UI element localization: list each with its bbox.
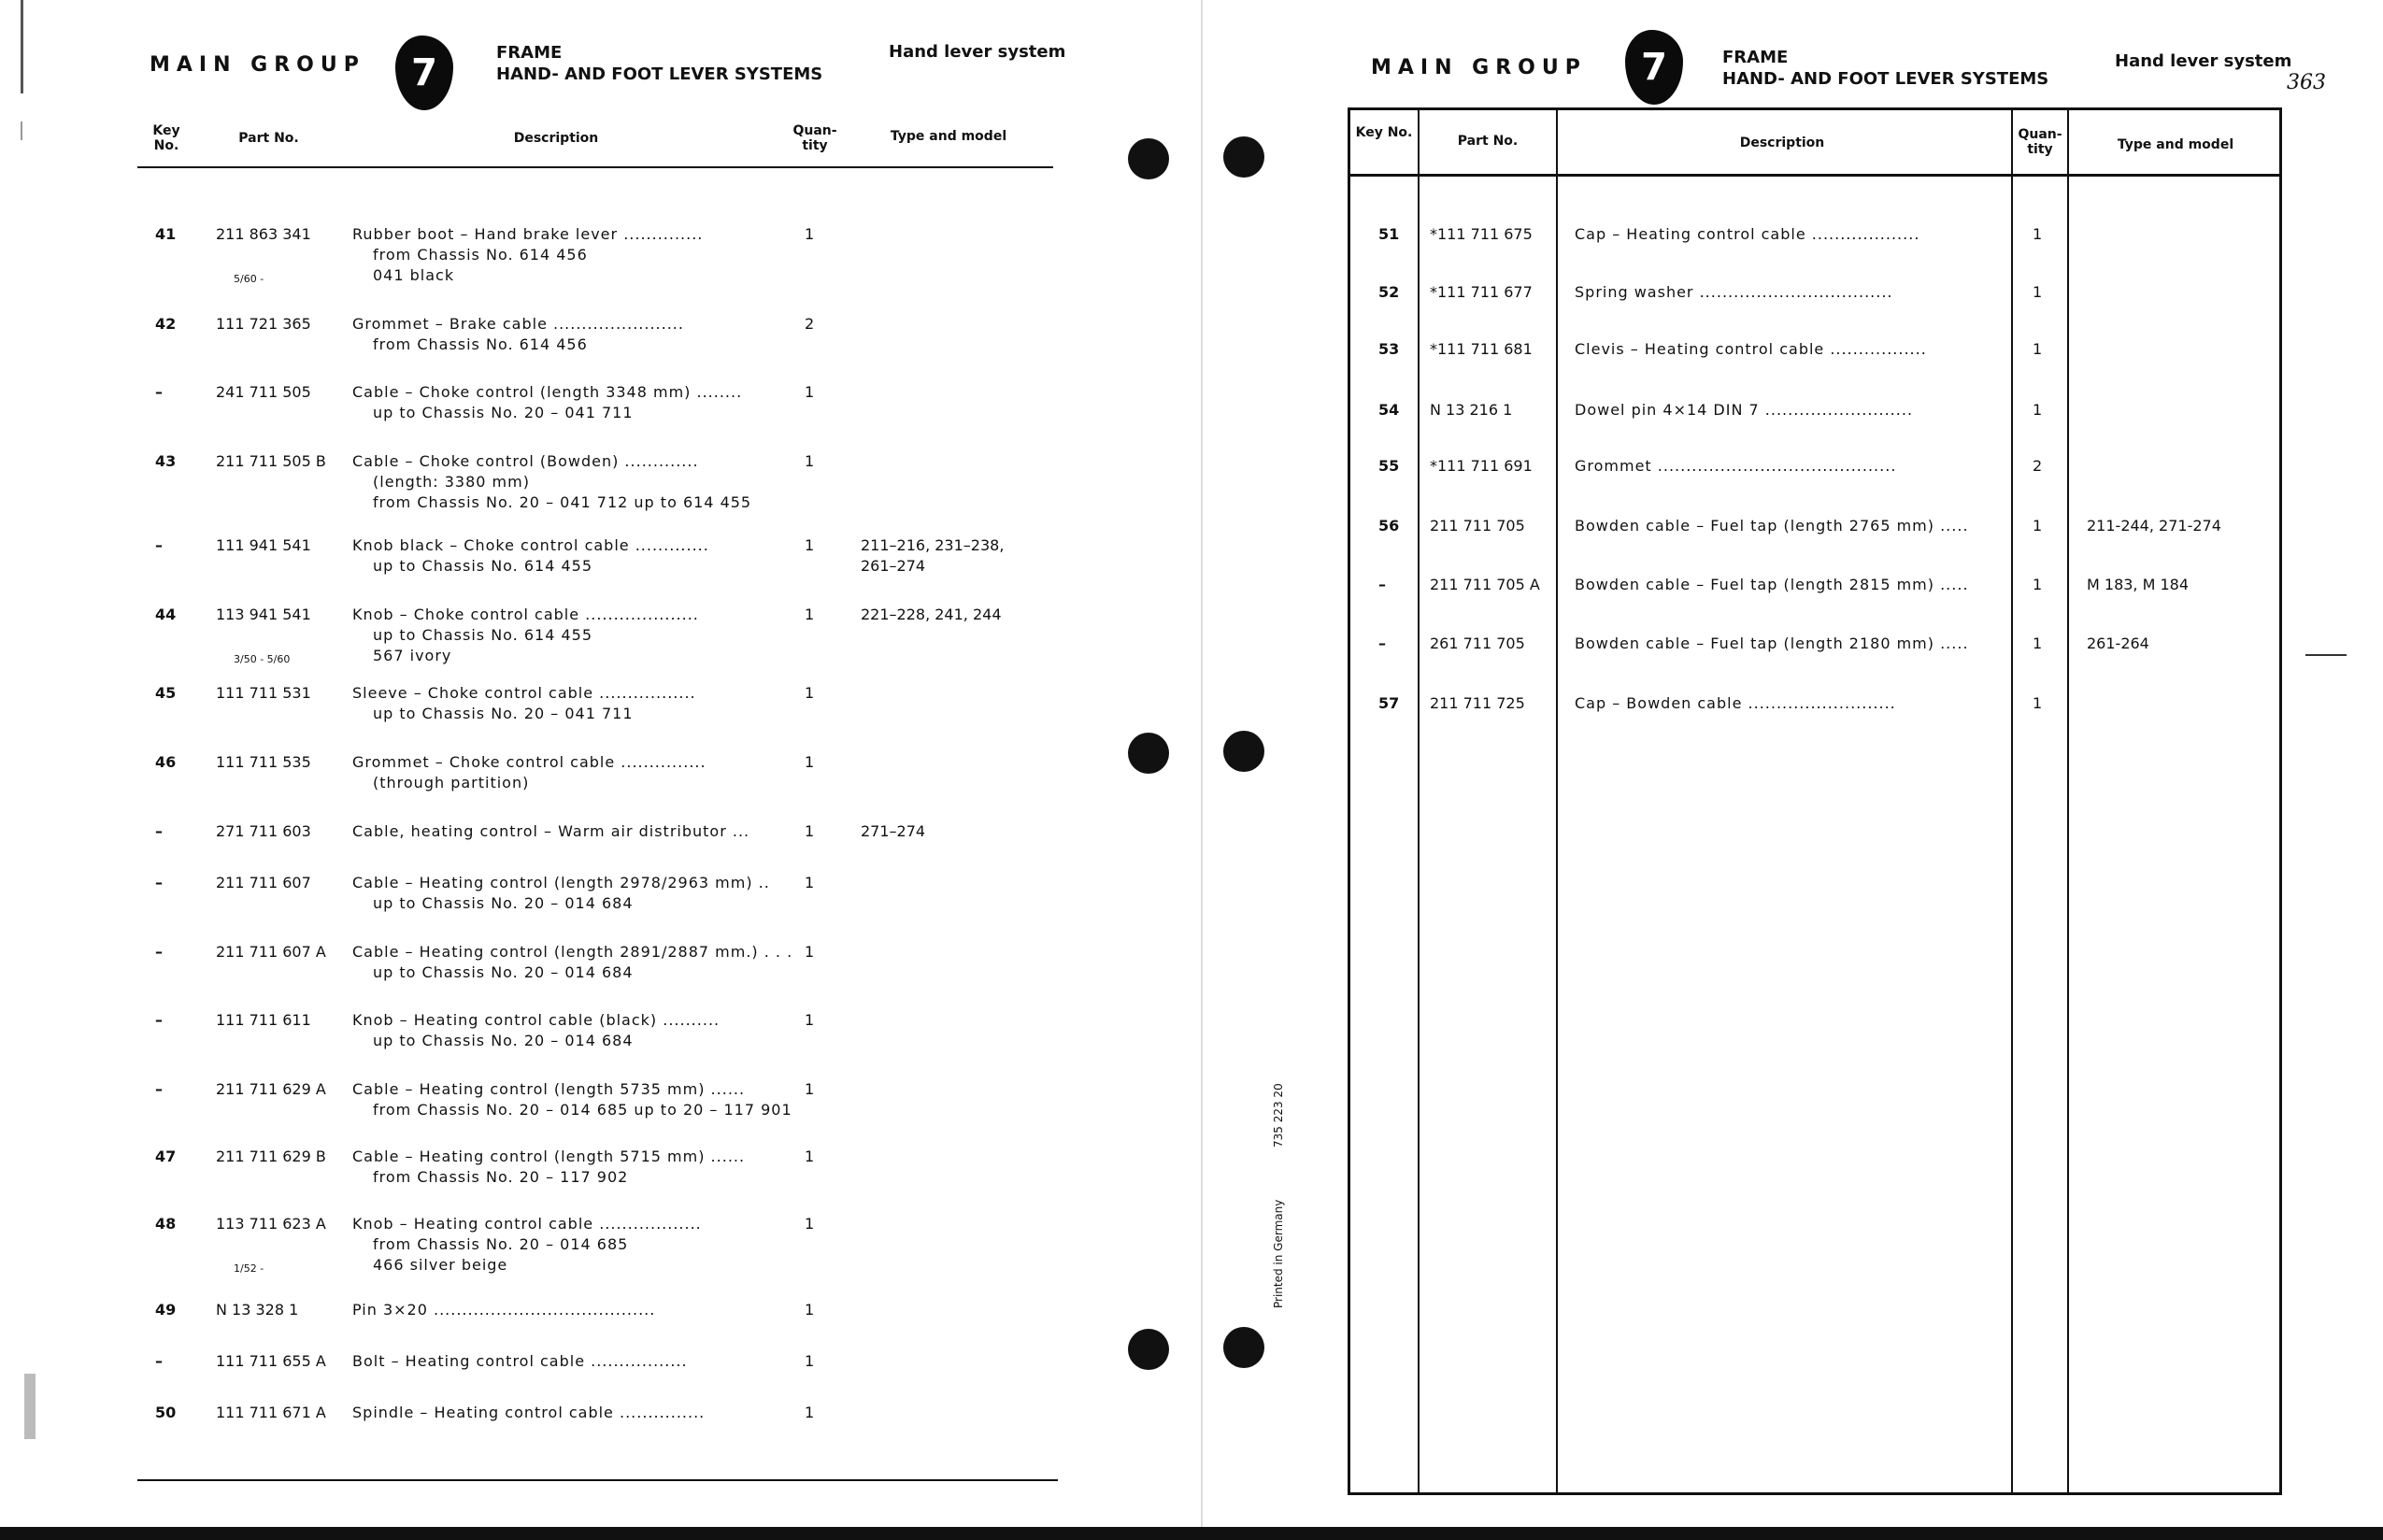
header-rule	[137, 166, 1053, 168]
quantity: 1	[805, 753, 815, 771]
binder-hole	[1128, 1329, 1169, 1370]
part-description-detail: up to Chassis No. 20 – 041 711	[373, 705, 634, 722]
quantity: 1	[2033, 635, 2043, 652]
quantity: 1	[805, 1011, 815, 1029]
type-model: 211–216, 231–238,	[861, 536, 1005, 554]
key-number: –	[155, 383, 163, 401]
column-divider	[1556, 107, 1558, 1495]
part-description-detail: up to Chassis No. 20 – 014 684	[373, 963, 634, 981]
scan-bottom-edge	[0, 1527, 2383, 1540]
part-number: *111 711 675	[1430, 225, 1533, 243]
part-description-detail: 041 black	[373, 266, 455, 284]
right-catalog-page	[1201, 0, 2383, 1540]
part-description-detail: from Chassis No. 20 – 041 712 up to 614 455	[373, 493, 752, 511]
col-part-header: Part No.	[238, 131, 299, 146]
quantity: 1	[805, 684, 815, 702]
quantity: 1	[805, 1301, 815, 1319]
part-description-detail: (length: 3380 mm)	[373, 473, 530, 491]
part-number: 271 711 603	[216, 822, 311, 840]
part-validity-note: 5/60 -	[234, 273, 264, 285]
part-number: 113 941 541	[216, 606, 311, 623]
key-number: –	[155, 1011, 163, 1029]
key-number: 52	[1378, 283, 1400, 301]
quantity: 1	[805, 1352, 815, 1370]
col-desc-header: Description	[513, 131, 599, 146]
binder-hole	[1223, 136, 1264, 178]
part-description: Clevis – Heating control cable .................	[1575, 340, 1927, 358]
part-number: *111 711 677	[1430, 283, 1533, 301]
quantity: 2	[2033, 457, 2043, 475]
part-description-detail: from Chassis No. 614 456	[373, 335, 588, 353]
column-divider	[1418, 107, 1420, 1495]
part-description: Cable, heating control – Warm air distributor ...	[352, 822, 750, 840]
part-description: Cable – Heating control (length 5735 mm) ......	[352, 1080, 746, 1098]
part-description: Cap – Bowden cable ..........................	[1575, 694, 1896, 712]
col-qty-header: Quan- tity	[2018, 127, 2062, 157]
type-model: 261–274	[861, 557, 926, 575]
part-description-detail: up to Chassis No. 614 455	[373, 557, 592, 575]
part-description: Knob – Heating control cable (black) ..........	[352, 1011, 721, 1029]
key-number: 42	[155, 315, 177, 333]
part-number: 211 711 725	[1430, 694, 1525, 712]
part-number: 111 711 671 A	[216, 1404, 326, 1421]
binder-hole	[1128, 138, 1169, 179]
key-number: –	[1378, 635, 1386, 652]
main-group-heading: MAIN GROUP	[150, 53, 365, 77]
part-description-detail: from Chassis No. 20 – 014 685 up to 20 – 117 901	[373, 1101, 792, 1119]
frame-subtitle-line: HAND- AND FOOT LEVER SYSTEMS	[496, 64, 823, 84]
column-divider	[2011, 107, 2013, 1495]
part-description-detail: from Chassis No. 20 – 117 902	[373, 1168, 629, 1186]
col-desc-header: Description	[1739, 135, 1825, 150]
key-number: 55	[1378, 457, 1400, 475]
part-description: Pin 3×20 .......................................	[352, 1301, 656, 1319]
binder-hole	[1223, 731, 1264, 772]
part-number: 111 711 531	[216, 684, 311, 702]
quantity: 1	[805, 606, 815, 623]
type-model: 221–228, 241, 244	[861, 606, 1002, 623]
quantity: 1	[2033, 694, 2043, 712]
scan-artifact	[21, 0, 23, 93]
part-validity-note: 3/50 - 5/60	[234, 653, 291, 665]
quantity: 1	[2033, 340, 2043, 358]
group-number-badge: 7	[395, 36, 453, 110]
key-number: 44	[155, 606, 177, 623]
column-divider	[2067, 107, 2069, 1495]
part-description-detail: up to Chassis No. 20 – 014 684	[373, 1032, 634, 1049]
part-validity-note: 1/52 -	[234, 1262, 264, 1275]
part-description: Cable – Choke control (length 3348 mm) ........	[352, 383, 743, 401]
part-description: Grommet ..........................................	[1575, 457, 1897, 475]
part-number: 111 711 655 A	[216, 1352, 326, 1370]
quantity: 1	[805, 874, 815, 891]
parts-table-frame	[1348, 107, 2282, 1495]
part-number: 211 863 341	[216, 225, 311, 243]
part-number: 111 711 611	[216, 1011, 311, 1029]
key-number: 50	[155, 1404, 177, 1421]
key-number: 51	[1378, 225, 1400, 243]
part-description-detail: from Chassis No. 20 – 014 685	[373, 1235, 629, 1253]
key-number: 41	[155, 225, 177, 243]
quantity: 1	[805, 452, 815, 470]
key-number: 45	[155, 684, 177, 702]
key-number: –	[1378, 576, 1386, 593]
part-description-detail: up to Chassis No. 20 – 041 711	[373, 404, 634, 421]
key-number: 47	[155, 1148, 177, 1165]
part-number: 111 941 541	[216, 536, 311, 554]
part-description: Grommet – Brake cable .......................	[352, 315, 684, 333]
part-description: Bowden cable – Fuel tap (length 2815 mm) .....	[1575, 576, 1969, 593]
part-description: Knob – Choke control cable ....................	[352, 606, 699, 623]
part-description-detail: 567 ivory	[373, 647, 452, 664]
key-number: –	[155, 822, 163, 840]
part-description: Bowden cable – Fuel tap (length 2180 mm) .....	[1575, 635, 1969, 652]
type-model: 261-264	[2087, 635, 2149, 652]
scan-artifact	[24, 1374, 36, 1439]
quantity: 1	[2033, 283, 2043, 301]
part-description: Sleeve – Choke control cable .................	[352, 684, 696, 702]
part-number: 211 711 505 B	[216, 452, 326, 470]
part-number: 211 711 607 A	[216, 943, 326, 961]
part-description: Rubber boot – Hand brake lever ..............	[352, 225, 704, 243]
part-description: Bowden cable – Fuel tap (length 2765 mm) .....	[1575, 517, 1969, 535]
quantity: 2	[805, 315, 815, 333]
part-description-detail: up to Chassis No. 20 – 014 684	[373, 894, 634, 912]
group-number-badge: 7	[1625, 30, 1683, 105]
frame-title	[1722, 47, 2048, 90]
part-number: *111 711 691	[1430, 457, 1533, 475]
part-number: 111 721 365	[216, 315, 311, 333]
col-type-header: Type and model	[890, 129, 1007, 144]
print-code: 735 223 20	[1272, 1083, 1285, 1148]
quantity: 1	[805, 822, 815, 840]
quantity: 1	[805, 943, 815, 961]
part-description-detail: (through partition)	[373, 774, 530, 791]
key-number: –	[155, 1080, 163, 1098]
quantity: 1	[805, 1080, 815, 1098]
col-qty-header: Quan- tity	[792, 123, 837, 153]
part-number: 261 711 705	[1430, 635, 1525, 652]
footer-rule	[137, 1479, 1058, 1481]
part-description: Cable – Choke control (Bowden) .............	[352, 452, 699, 470]
part-number: 241 711 505	[216, 383, 311, 401]
key-number: –	[155, 874, 163, 891]
part-number: 211 711 705 A	[1430, 576, 1540, 593]
quantity: 1	[805, 225, 815, 243]
part-description: Cable – Heating control (length 5715 mm) ......	[352, 1148, 746, 1165]
part-description: Spindle – Heating control cable ...............	[352, 1404, 706, 1421]
part-description: Cable – Heating control (length 2978/2963 mm) ..	[352, 874, 770, 891]
part-number: 111 711 535	[216, 753, 311, 771]
type-model: M 183, M 184	[2087, 576, 2190, 593]
key-number: 53	[1378, 340, 1400, 358]
frame-title-line: FRAME	[496, 43, 563, 63]
part-description: Spring washer ..................................	[1575, 283, 1893, 301]
frame-title	[496, 42, 822, 85]
part-description: Dowel pin 4×14 DIN 7 ..........................	[1575, 401, 1914, 419]
quantity: 1	[805, 383, 815, 401]
quantity: 1	[2033, 225, 2043, 243]
key-number: 43	[155, 452, 177, 470]
quantity: 1	[805, 1148, 815, 1165]
quantity: 1	[2033, 401, 2043, 419]
part-number: 211 711 629 A	[216, 1080, 326, 1098]
part-description: Grommet – Choke control cable ...............	[352, 753, 706, 771]
type-model: 271–274	[861, 822, 926, 840]
quantity: 1	[805, 536, 815, 554]
col-key-header: Key No.	[1355, 125, 1413, 140]
part-description-detail: up to Chassis No. 614 455	[373, 626, 592, 644]
col-part-header: Part No.	[1457, 134, 1519, 149]
part-description-detail: from Chassis No. 614 456	[373, 246, 588, 264]
type-model: 211-244, 271-274	[2087, 517, 2221, 535]
scan-artifact	[2305, 654, 2347, 656]
col-type-header: Type and model	[2117, 137, 2234, 152]
quantity: 1	[2033, 517, 2043, 535]
col-key-header: Key No.	[152, 123, 180, 153]
header-rule	[1348, 174, 2282, 177]
key-number: 49	[155, 1301, 177, 1319]
part-description: Knob black – Choke control cable .............	[352, 536, 709, 554]
part-description: Cable – Heating control (length 2891/2887 mm.) . . .	[352, 943, 793, 961]
handwritten-page-number: 363	[2287, 71, 2326, 94]
part-number: 211 711 607	[216, 874, 311, 891]
binder-hole	[1128, 733, 1169, 774]
part-description: Bolt – Heating control cable .................	[352, 1352, 688, 1370]
main-group-heading: MAIN GROUP	[1371, 56, 1587, 79]
quantity: 1	[805, 1404, 815, 1421]
key-number: 48	[155, 1215, 177, 1233]
key-number: –	[155, 943, 163, 961]
key-number: 54	[1378, 401, 1400, 419]
part-number: 113 711 623 A	[216, 1215, 326, 1233]
part-number: N 13 216 1	[1430, 401, 1513, 419]
system-label: Hand lever system	[2115, 51, 2292, 71]
quantity: 1	[2033, 576, 2043, 593]
part-description: Knob – Heating control cable ..................	[352, 1215, 702, 1233]
scan-artifact	[21, 121, 22, 140]
part-number: 211 711 705	[1430, 517, 1525, 535]
part-description-detail: 466 silver beige	[373, 1256, 508, 1274]
frame-subtitle-line: HAND- AND FOOT LEVER SYSTEMS	[1722, 69, 2049, 89]
part-number: *111 711 681	[1430, 340, 1533, 358]
key-number: –	[155, 1352, 163, 1370]
key-number: 57	[1378, 694, 1400, 712]
part-number: N 13 328 1	[216, 1301, 299, 1319]
part-number: 211 711 629 B	[216, 1148, 326, 1165]
key-number: 46	[155, 753, 177, 771]
printed-in-germany: Printed in Germany	[1272, 1199, 1285, 1308]
key-number: 56	[1378, 517, 1400, 535]
part-description: Cap – Heating control cable ...................	[1575, 225, 1920, 243]
binder-hole	[1223, 1327, 1264, 1368]
quantity: 1	[805, 1215, 815, 1233]
key-number: –	[155, 536, 163, 554]
system-label: Hand lever system	[889, 42, 1066, 62]
frame-title-line: FRAME	[1722, 48, 1789, 67]
